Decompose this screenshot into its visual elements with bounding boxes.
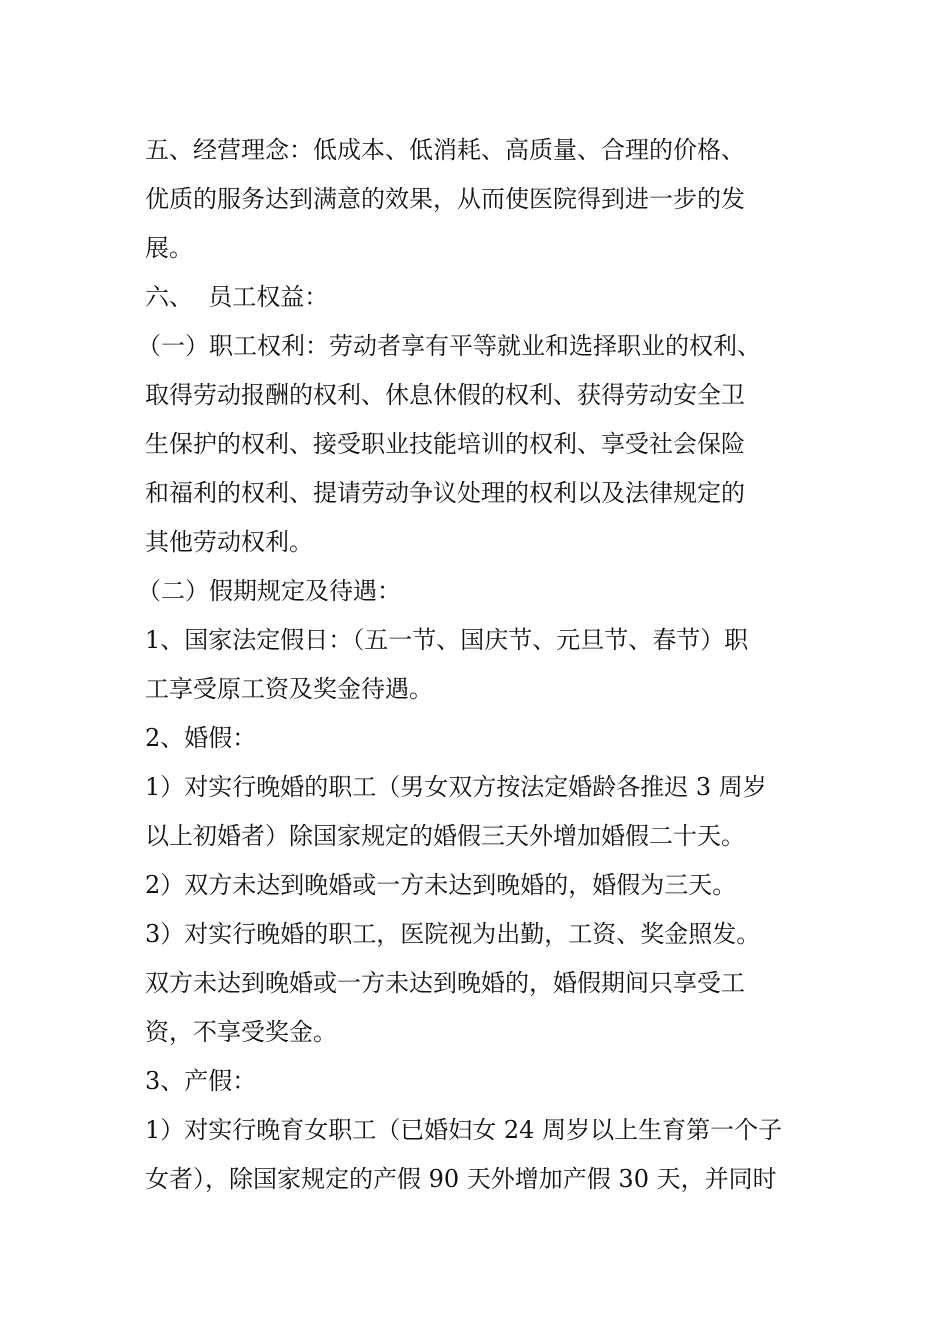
heading-employee-rights — [145, 273, 810, 322]
paragraph-public-holidays — [145, 616, 810, 714]
text-line: 工享受原工资及奖金待遇。 — [145, 675, 433, 703]
text-line: 2、婚假： — [145, 724, 257, 752]
text-line: 1、国家法定假日：（五一节、国庆节、元旦节、春节）职 — [145, 626, 749, 654]
text-line: 女者），除国家规定的产假 90 天外增加产假 30 天，并同时 — [145, 1165, 777, 1193]
paragraph-worker-rights — [137, 322, 810, 567]
text-line: 1）对实行晚婚的职工（男女双方按法定婚龄各推迟 3 周岁 — [145, 773, 767, 801]
text-line: 2）双方未达到晚婚或一方未达到晚婚的，婚假为三天。 — [145, 871, 737, 899]
text-line: 和福利的权利、提请劳动争议处理的权利以及法律规定的 — [145, 479, 745, 507]
text-line: （二）假期规定及待遇： — [137, 577, 401, 605]
document-body — [137, 126, 810, 1204]
heading-maternity-leave — [145, 1057, 810, 1106]
text-line: 双方未达到晚婚或一方未达到晚婚的，婚假期间只享受工 — [145, 969, 745, 997]
paragraph-marriage-leave-1 — [145, 763, 810, 861]
paragraph-marriage-leave-2 — [145, 861, 810, 910]
text-line: 生保护的权利、接受职业技能培训的权利、享受社会保险 — [145, 430, 745, 458]
text-line: 3）对实行晚婚的职工，医院视为出勤，工资、奖金照发。 — [145, 920, 761, 948]
text-line: 展。 — [145, 234, 193, 262]
paragraph-marriage-leave-3 — [145, 910, 810, 1057]
text-line: 其他劳动权利。 — [145, 528, 313, 556]
text-line: （一）职工权利：劳动者享有平等就业和选择职业的权利、 — [137, 332, 761, 360]
text-line: 3、产假： — [145, 1067, 257, 1095]
paragraph-maternity-leave-1 — [145, 1106, 810, 1204]
text-line: 以上初婚者）除国家规定的婚假三天外增加婚假二十天。 — [145, 822, 745, 850]
text-line: 六、 员工权益： — [145, 283, 329, 311]
text-line: 取得劳动报酬的权利、休息休假的权利、获得劳动安全卫 — [145, 381, 745, 409]
heading-marriage-leave — [145, 714, 810, 763]
text-line: 资，不享受奖金。 — [145, 1018, 337, 1046]
paragraph-business-philosophy — [145, 126, 810, 273]
text-line: 优质的服务达到满意的效果，从而使医院得到进一步的发 — [145, 185, 745, 213]
heading-holiday-rules — [137, 567, 810, 616]
text-line: 1）对实行晚育女职工（已婚妇女 24 周岁以上生育第一个子 — [145, 1116, 783, 1144]
text-line: 五、经营理念：低成本、低消耗、高质量、合理的价格、 — [145, 136, 745, 164]
